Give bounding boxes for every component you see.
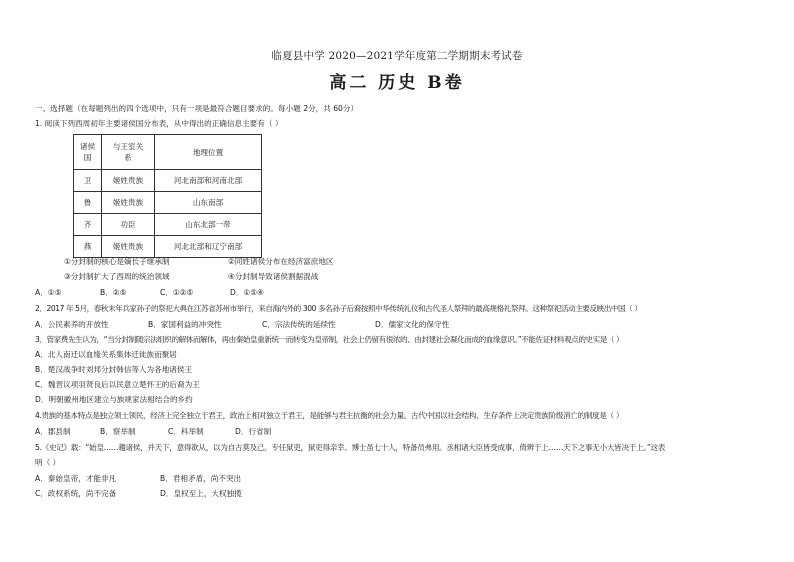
q4-option-d: D．行省制 xyxy=(235,427,272,436)
q3-option-c: C．魏晋议项羽贤良后以民意立楚怀王的后裔为王 xyxy=(35,380,200,389)
q5-option-a: A．秦始皇帝，才能非凡 xyxy=(35,474,117,483)
q1-option-b: B．②⑤ xyxy=(100,288,127,297)
table-row xyxy=(74,214,262,236)
q4-option-c: C．科举制 xyxy=(168,427,204,436)
q1-statement-2: ②同姓诸侯分布在经济富庶地区 xyxy=(228,257,334,266)
q3-option-b: B．楚汉战争时刘邦分封韩信等人为各地诸侯王 xyxy=(35,365,193,374)
table-cell: 燕 xyxy=(74,236,102,258)
q3-option-d: D．明朝徽州地区建立与族规家法相结合的乡约 xyxy=(35,395,193,404)
q5-option-d: D．皇权至上，大权独揽 xyxy=(160,489,242,498)
table-cell: 姬姓贵族 xyxy=(102,170,155,192)
q1-option-c: C．①②⑤ xyxy=(160,288,194,297)
table-row xyxy=(74,236,262,258)
table-cell: 山东南部 xyxy=(155,192,262,214)
q2-option-b: B．家国利益的冲突性 xyxy=(148,320,222,329)
table-header-row xyxy=(74,135,262,170)
vassal-state-table xyxy=(73,134,262,258)
table-cell: 河北北部和辽宁南部 xyxy=(155,236,262,258)
table-header-cell xyxy=(155,135,262,170)
table-cell: 姬姓贵族 xyxy=(102,236,155,258)
table-cell: 鲁 xyxy=(74,192,102,214)
table-cell: 功臣 xyxy=(102,214,155,236)
table-cell: 齐 xyxy=(74,214,102,236)
header-text-state: 诸侯国 xyxy=(79,142,96,162)
q1-option-a: A．①⑤ xyxy=(35,288,62,297)
q2-option-a: A．公民素养的开放性 xyxy=(35,320,109,329)
table-cell: 河北南部和河南北部 xyxy=(155,170,262,192)
q1-stem: 1. 阅读下列西周初年主要诸侯国分布表，从中得出的正确信息主要有（ ） xyxy=(35,119,283,128)
table-cell: 山东北部一带 xyxy=(155,214,262,236)
table-header-cell xyxy=(74,135,102,170)
q1-statement-4: ④分封制导致诸侯割据混战 xyxy=(228,272,319,281)
q4-stem: 4.贵族的基本特点是独立领土领民，经济上完全独立于君王，政治上相对独立于君王，是能够与君主抗衡的社会力量。古代中国以社会结构、生存条件上决定贵族阶级消亡的制度是（ ） xyxy=(35,411,624,420)
table-cell: 姬姓贵族 xyxy=(102,192,155,214)
q5-option-c: C．政权系统，尚不完备 xyxy=(35,489,117,498)
school-title: 临夏县中学 2020—2021学年度第二学期期末考试卷 xyxy=(271,50,523,62)
header-text-relation: 与王室关系 xyxy=(112,142,144,162)
q4-option-a: A．郡县制 xyxy=(35,427,71,436)
section-heading: 一、选择题（在每题列出的四个选项中，只有一项是最符合题目要求的。每小题 2分，共 60分） xyxy=(35,104,359,113)
exam-title: 高二 历史 B卷 xyxy=(329,73,465,93)
q1-option-d: D．①⑤④ xyxy=(230,288,264,297)
q3-stem: 3．管家费先生认为，“当分封制随宗法组织的解体而解体，再由秦始皇重新统一而转变为皇帝制，社会上仍留有很浓的、由封建社会凝化而成的血缘意识。”不能佐证材料观点的史实是（ ） xyxy=(35,335,624,344)
header-text-location: 地理位置 xyxy=(192,147,224,157)
table-row xyxy=(74,170,262,192)
q2-option-c: C．宗法传统的延续性 xyxy=(262,320,336,329)
q4-option-b: B．察举制 xyxy=(100,427,136,436)
q1-statement-3: ③分封制扩大了西周的统治领域 xyxy=(64,272,170,281)
q5-stem-line-1: 5.《史记》载：“始皇……趨诸侯，并天下，意得欲从，以为自古莫及己。专任狱吏，狱吏得亲幸。博士虽七十人，特备员弗用。丞相诸大臣皆受成事，倚辨于上……天下之事无小大皆决于上。”这表 xyxy=(35,443,666,452)
q2-option-d: D．儒家文化的保守性 xyxy=(375,320,450,329)
q3-option-a: A．北人南迁以血缘关系集体迁徙族而聚居 xyxy=(35,350,177,359)
q5-option-b: B．君相矛盾，尚不突出 xyxy=(160,474,242,483)
q2-stem: 2．2017 年 5月，春秋末年兵家孙子的祭祀大典在江苏省苏州市举行，来自海内外的 300 多名孙子后裔按照中华传统礼仪和古代圣人祭拜的最高规格礼祭拜。这种祭祀活动主要反映出中国（ ） xyxy=(35,304,642,313)
q1-statement-1: ①分封制的核心是嫡长子继承制 xyxy=(64,257,170,266)
table-header-cell xyxy=(102,135,155,170)
q5-stem-line-2: 明（ ） xyxy=(35,458,61,467)
table-row xyxy=(74,192,262,214)
table-cell: 卫 xyxy=(74,170,102,192)
